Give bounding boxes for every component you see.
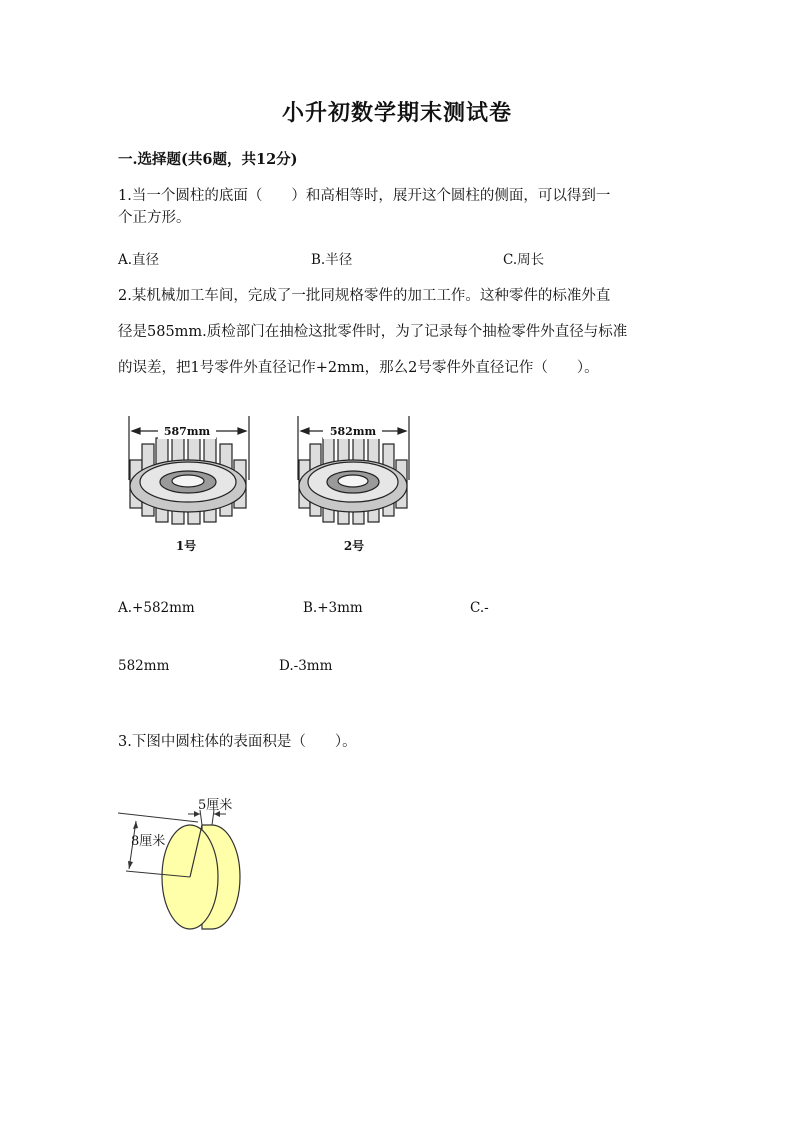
page-title: 小升初数学期末测试卷: [281, 100, 512, 126]
question-1-option-a[interactable]: A.直径: [118, 252, 160, 268]
gear-1-dimension: 587mm: [163, 425, 211, 438]
question-1-option-c[interactable]: C.周长: [503, 252, 545, 268]
question-2-option-c[interactable]: C.-: [470, 600, 489, 616]
radius-label: 8厘米: [131, 834, 166, 849]
cylinder-figure: [118, 790, 258, 940]
question-2-option-a[interactable]: A.+582mm: [118, 600, 195, 616]
question-1-line-2: 个正方形。: [118, 210, 191, 226]
question-2-option-d[interactable]: D.-3mm: [279, 658, 333, 674]
radius-extension-top: [118, 813, 198, 822]
question-2-line-2: 径是585mm.质检部门在抽检这批零件时，为了记录每个抽检零件外直径与标准: [118, 324, 628, 340]
question-1-option-b[interactable]: B.半径: [311, 252, 353, 268]
question-2-option-b[interactable]: B.+3mm: [303, 600, 363, 616]
section-heading: 一.选择题(共6题，共12分): [118, 151, 298, 168]
gear-2-label: 2号: [343, 539, 365, 553]
gear-1-label: 1号: [175, 539, 197, 553]
question-3-text: 3.下图中圆柱体的表面积是（ ）。: [118, 734, 357, 750]
question-2-option-c-continued: 582mm: [118, 658, 170, 674]
height-label: 5厘米: [198, 798, 233, 813]
question-2-line-1: 2.某机械加工车间，完成了一批同规格零件的加工工作。这种零件的标准外直: [118, 288, 611, 304]
gears-figure: [118, 410, 418, 560]
gear-2-dimension: 582mm: [329, 425, 377, 438]
question-1-line-1: 1.当一个圆柱的底面（ ）和高相等时，展开这个圆柱的侧面，可以得到一: [118, 188, 611, 204]
question-2-line-3: 的误差，把1号零件外直径记作+2mm，那么2号零件外直径记作（ ）。: [118, 360, 599, 376]
